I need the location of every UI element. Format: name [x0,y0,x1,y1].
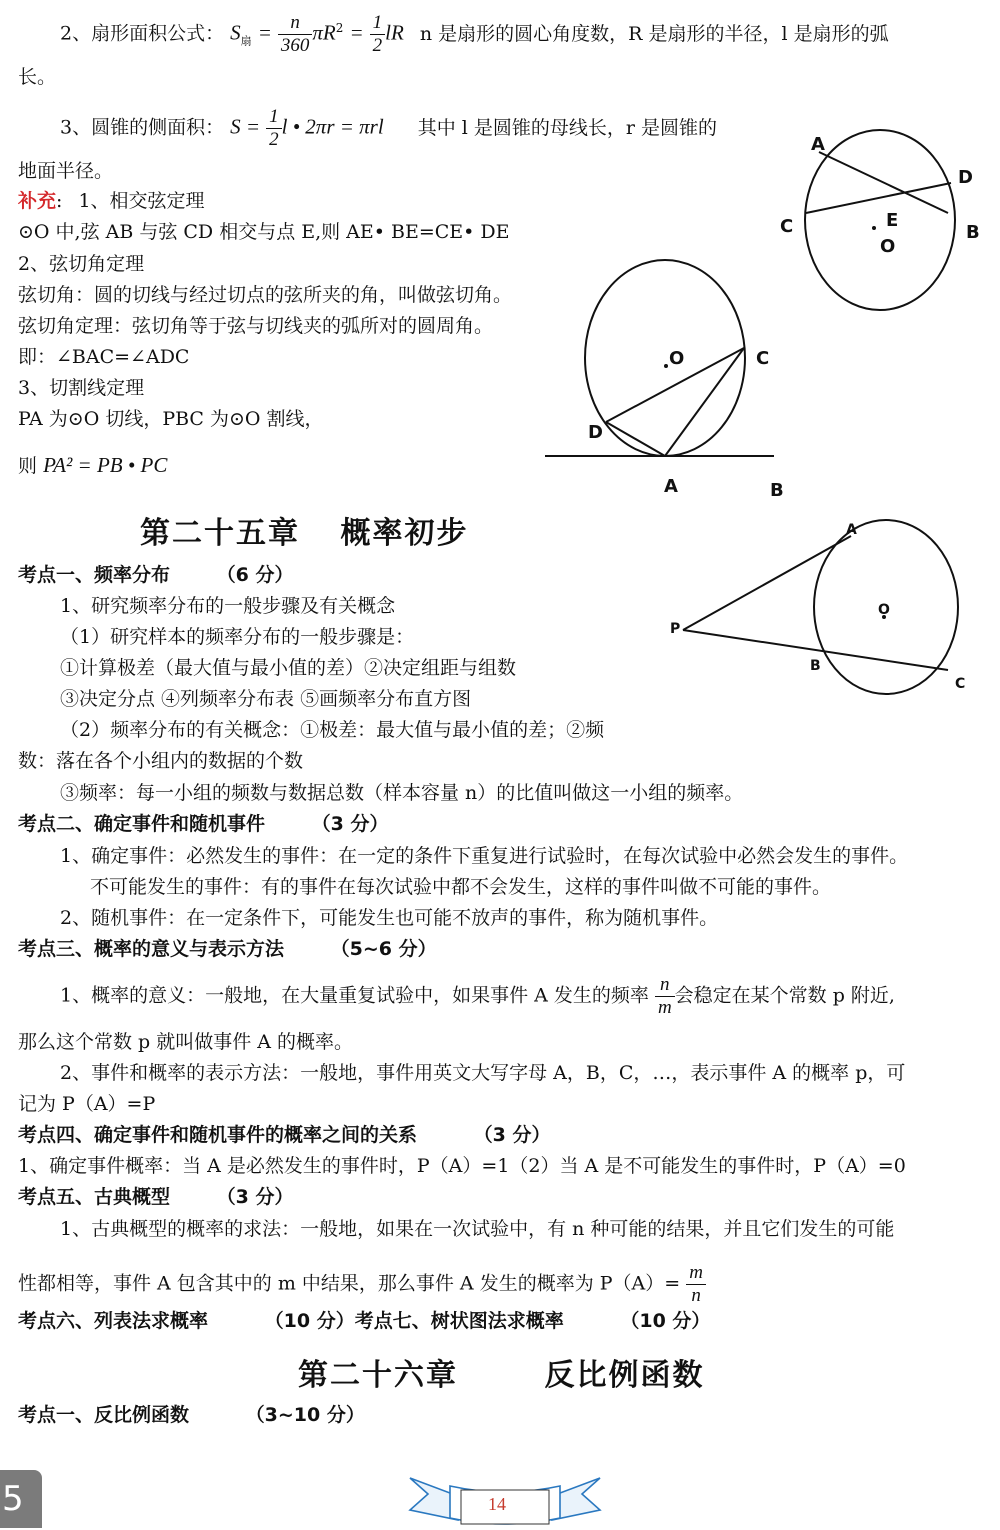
frac-den: m [657,997,672,1018]
kp1-line6: 数：落在各个小组内的数据的个数 [18,750,304,772]
kp4-title: 考点四、确定事件和随机事件的概率之间的关系 [18,1124,418,1146]
sector-area-line [60,12,889,57]
frac-num: 1 [370,12,386,35]
cone-s-eq: S = [230,114,261,139]
fraction-n-over-m [655,974,675,1019]
label-c: C [780,216,794,237]
pi-r: πR [312,20,336,45]
chord-cd [806,183,951,213]
kp7-score: （10 分） [620,1310,711,1332]
circle-o [585,260,745,456]
chord-tangent-title: 2、弦切角定理 [18,253,145,275]
kp1-score: （6 分） [216,564,294,586]
chord-tangent-example: 即：∠BAC=∠ADC [18,346,190,368]
frac-num: 1 [266,106,282,129]
label-b: B [770,480,784,501]
frac-num: n [655,974,675,997]
kp2-heading [18,811,388,837]
sector-formula-s: S [230,20,241,45]
kp6-score: （10 分） [264,1310,355,1332]
kp2-title: 考点二、确定事件和随机事件 [18,813,266,835]
fraction-one-half [266,106,282,151]
frac-den: 2 [269,129,279,150]
intersecting-chords-title: 1、相交弦定理 [78,190,205,212]
frac-num: m [686,1262,706,1285]
page-indicator-tab[interactable]: 5 [0,1470,42,1528]
label-o: O [878,602,890,618]
kp3-heading [18,936,437,962]
kp4-score: （3 分） [473,1124,551,1146]
cone-area-cont: 地面半径。 [18,160,114,182]
kp3-line3: 2、事件和概率的表示方法：一般地，事件用英文大写字母 A，B，C，…，表示事件 A 的概率 p，可 [60,1062,906,1084]
kp5-line2-text: 性都相等，事件 A 包含其中的 m 中结果，那么事件 A 发生的概率为 P（A）= [18,1272,681,1295]
kp1-line4: ③决定分点 ④列频率分布表 ⑤画频率分布直方图 [60,688,472,710]
tangent-secant-title: 3、切割线定理 [18,377,145,399]
chapter-26-heading [298,1350,704,1394]
label-e: E [886,210,899,231]
kp3-line1 [60,974,895,1019]
kp4-line1: 1、确定事件概率：当 A 是必然发生的事件时，P（A）=1（2）当 A 是不可能发生的事件时，P（A）=0 [18,1155,906,1177]
chord-ab [819,152,948,213]
label-d: D [958,167,973,188]
tangent-secant-body: PA 为⊙O 切线，PBC 为⊙O 割线， [18,408,324,430]
kp3-title: 考点三、概率的意义与表示方法 [18,938,285,960]
chord-tangent-theorem: 弦切角定理：弦切角等于弦与切线夹的弧所对的圆周角。 [18,315,494,337]
fraction-n-over-360 [278,12,313,57]
tangent-secant-formula [18,452,167,479]
center-dot [872,226,876,230]
kp1-line7: ③频率：每一小组的频数与数据总数（样本容量 n）的比值叫做这一小组的频率。 [60,782,744,804]
chord-tangent-def: 弦切角：圆的切线与经过切点的弦所夹的角，叫做弦切角。 [18,284,513,306]
kp6-kp7-heading [18,1308,710,1334]
fraction-m-over-n [686,1262,706,1307]
label-b: B [966,222,980,243]
label-a: A [664,476,678,497]
pa-squared-formula: PA² = PB • PC [43,453,168,477]
kp5-heading [18,1184,293,1210]
supplement-label: 补充 [18,190,57,212]
intersecting-chords-figure [778,128,998,328]
label-o: O [669,348,685,369]
kp6-title: 考点六、列表法求概率 [18,1310,209,1332]
chord-tangent-figure [542,256,802,506]
label-c: C [756,348,770,369]
chapter-26-number: 第二十六章 [298,1358,458,1393]
kp1-line5: （2）频率分布的有关概念：①极差：最大值与最小值的差；②频 [60,719,605,741]
kp4-heading [18,1122,550,1148]
ch26-kp1-heading [18,1402,365,1428]
kp5-title: 考点五、古典概型 [18,1186,171,1208]
kp3-line1b: 会稳定在某个常数 p 附近, [674,984,895,1007]
frac-den: 2 [372,35,383,56]
supplement-title-line [18,188,205,214]
intersecting-chords-body: ⊙O 中,弦 AB 与弦 CD 相交与点 E,则 AE• BE=CE• DE [18,221,510,243]
kp1-line1: 1、研究频率分布的一般步骤及有关概念 [60,595,396,617]
label-d: D [588,422,603,443]
frac-den: 360 [280,35,310,56]
kp2-score: （3 分） [311,813,389,835]
sector-subscript: 扇 [240,34,252,48]
sector-area-desc: n 是扇形的圆心角度数，R 是扇形的半径，l 是扇形的弧 [419,22,889,45]
label-p: P [670,621,681,637]
ch26-kp1-title: 考点一、反比例函数 [18,1404,190,1426]
kp3-line2: 那么这个常数 p 就叫做事件 A 的概率。 [18,1031,354,1053]
center-dot [664,364,668,368]
kp1-title: 考点一、频率分布 [18,564,171,586]
chapter-26-title: 反比例函数 [544,1358,705,1393]
kp2-line2: 不可能发生的事件：有的事件在每次试验中都不会发生，这样的事件叫做不可能的事件。 [90,876,832,898]
frac-num: n [278,12,313,35]
sector-area-prefix: 2、扇形面积公式： [60,22,225,45]
chapter-25-heading [140,508,468,552]
chord-da [606,422,665,456]
fraction-one-half [370,12,386,57]
cone-area-prefix: 3、圆锥的侧面积： [60,116,225,139]
supplement-colon: : [56,190,63,212]
kp3-line4: 记为 P（A）=P [18,1093,156,1115]
tangent-secant-figure [668,520,978,700]
cone-formula-rest: l • 2πr = πrl [281,114,384,139]
chapter-25-title: 概率初步 [340,516,469,551]
l-r: lR [385,20,404,45]
kp5-line2 [18,1262,706,1307]
label-o: O [880,236,896,257]
frac-den: n [691,1285,701,1306]
kp7-title: 考点七、树状图法求概率 [354,1310,564,1332]
kp3-score: （5~6 分） [330,938,437,960]
tangent-pa [683,536,851,630]
label-b: B [810,658,821,674]
then-label: 则 [18,455,38,477]
cone-area-line [60,106,717,151]
kp5-line1: 1、古典概型的概率的求法：一般地，如果在一次试验中，有 n 种可能的结果，并且它们发生的可能 [60,1218,895,1240]
sector-area-cont: 长。 [18,66,57,88]
cone-area-desc: 其中 l 是圆锥的母线长，r 是圆锥的 [417,116,718,139]
squared: 2 [335,21,344,36]
ch26-kp1-score: （3~10 分） [245,1404,365,1426]
kp1-line3: ①计算极差（最大值与最小值的差）②决定组距与组数 [60,657,517,679]
kp2-line1: 1、确定事件：必然发生的事件：在一定的条件下重复进行试验时，在每次试验中必然会发生的事件。 [60,845,909,867]
kp1-line2: （1）研究样本的频率分布的一般步骤是： [60,626,415,648]
kp3-line1a: 1、概率的意义：一般地，在大量重复试验中，如果事件 A 发生的频率 [60,984,649,1007]
kp2-line3: 2、随机事件：在一定条件下，可能发生也可能不放声的事件，称为随机事件。 [60,907,719,929]
page-number: 14 [488,1494,506,1514]
label-a: A [846,522,857,538]
kp1-heading [18,562,293,588]
chapter-25-number: 第二十五章 [140,516,300,551]
equals-2: = [349,20,364,45]
equals-1: = [257,20,272,45]
label-a: A [811,134,825,155]
label-c: C [955,676,966,692]
kp5-score: （3 分） [216,1186,294,1208]
